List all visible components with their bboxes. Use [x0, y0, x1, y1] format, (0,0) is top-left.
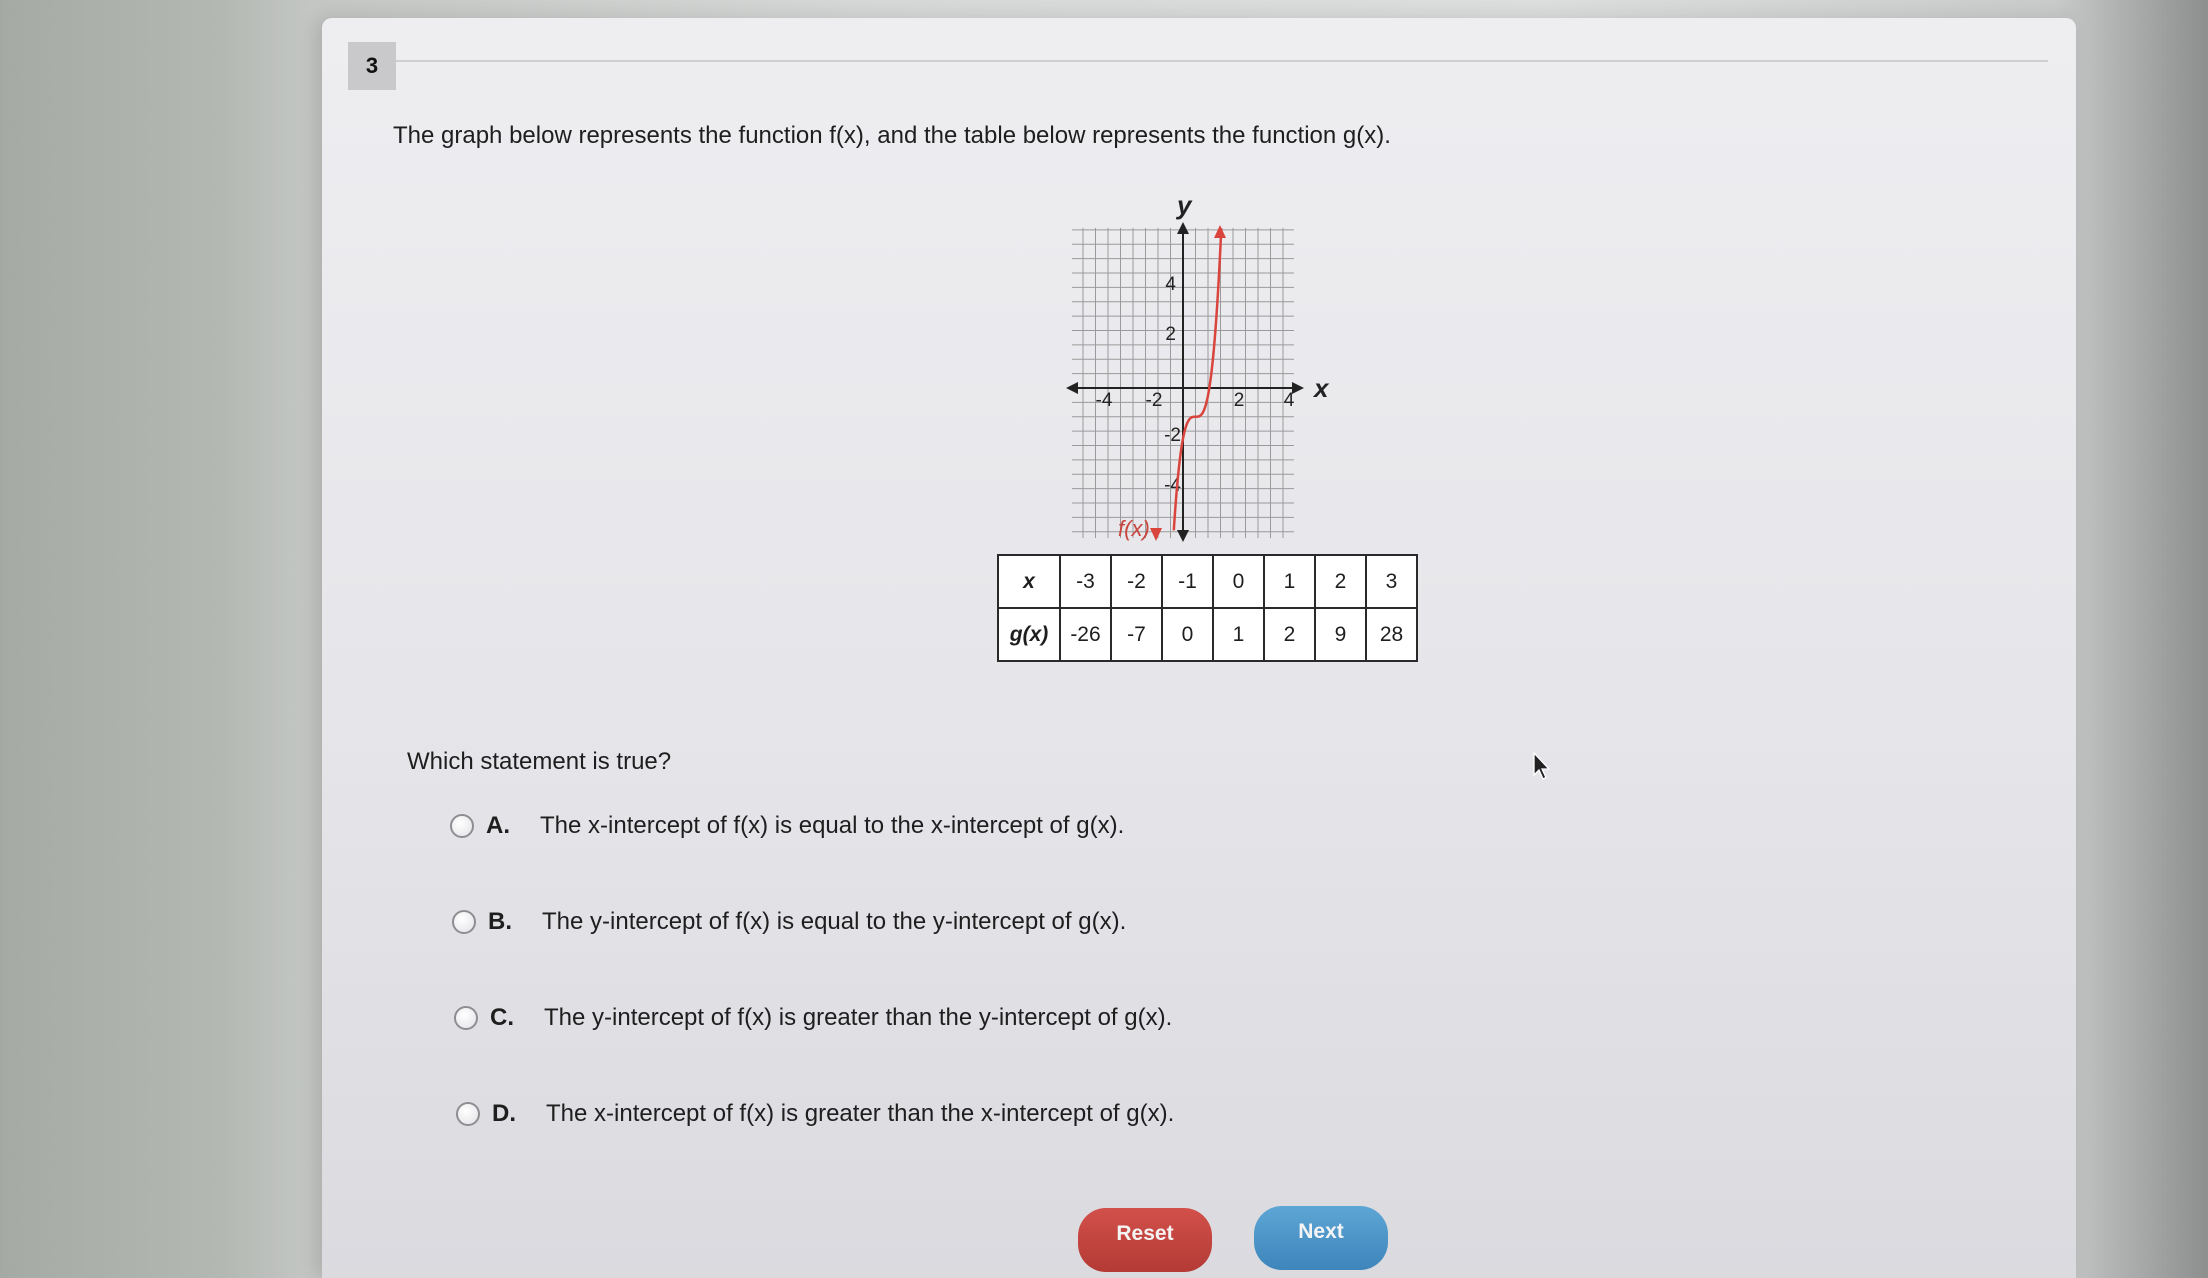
table-row-x [998, 555, 1417, 608]
y-axis-up-arrow-icon [1177, 222, 1189, 234]
f-curve-label: f(x) [1118, 516, 1150, 541]
y-axis-label: y [1177, 190, 1192, 220]
option-d[interactable] [456, 1100, 1174, 1128]
option-a[interactable] [450, 812, 1124, 840]
mouse-cursor-icon [1533, 752, 1553, 782]
y-tick-label: 4 [1165, 274, 1176, 295]
table-cell: 0 [1162, 608, 1213, 661]
table-cell: 2 [1264, 608, 1315, 661]
table-header-gx: g(x) [998, 608, 1060, 661]
option-text: The x-intercept of f(x) is greater than the x-intercept of g(x). [546, 1100, 1175, 1127]
radio-d[interactable] [456, 1102, 480, 1126]
x-axis-label: x [1314, 373, 1329, 403]
table-cell: 3 [1366, 555, 1417, 608]
option-letter: C. [490, 1004, 514, 1031]
table-cell: 1 [1213, 608, 1264, 661]
option-text: The y-intercept of f(x) is greater than the y-intercept of g(x). [544, 1004, 1173, 1031]
y-tick-label: -4 [1164, 475, 1181, 496]
table-cell: -2 [1111, 555, 1162, 608]
table-cell: -26 [1060, 608, 1111, 661]
option-text: The x-intercept of f(x) is equal to the x-intercept of g(x). [540, 812, 1125, 839]
radio-c[interactable] [454, 1006, 478, 1030]
y-tick-label: 2 [1165, 324, 1176, 345]
option-c[interactable] [454, 1004, 1172, 1032]
y-tick-label: -2 [1164, 425, 1181, 446]
table-cell: 28 [1366, 608, 1417, 661]
table-cell: 0 [1213, 555, 1264, 608]
x-tick-label: -4 [1095, 390, 1113, 411]
option-text: The y-intercept of f(x) is equal to the y-intercept of g(x). [542, 908, 1127, 935]
option-letter: D. [492, 1100, 516, 1127]
curve-bottom-arrow-icon [1150, 528, 1162, 541]
option-b[interactable] [452, 908, 1126, 936]
option-letter: B. [488, 908, 512, 935]
header-divider [396, 60, 2048, 62]
table-cell: 2 [1315, 555, 1366, 608]
which-statement: Which statement is true? [407, 748, 672, 775]
table-cell: -3 [1060, 555, 1111, 608]
radio-a[interactable] [450, 814, 474, 838]
function-graph [1052, 188, 1752, 558]
x-tick-label: 2 [1233, 390, 1245, 411]
curve-top-arrow-icon [1214, 225, 1226, 238]
table-cell: 9 [1315, 608, 1366, 661]
next-button[interactable]: Next [1254, 1206, 1388, 1270]
x-tick-label: 4 [1283, 390, 1295, 411]
table-row-gx [998, 608, 1417, 661]
gx-table [997, 554, 1418, 662]
question-prompt: The graph below represents the function f(x), and the table below represents the function g(x). [393, 122, 1391, 149]
y-axis-down-arrow-icon [1177, 530, 1189, 542]
table-cell: -1 [1162, 555, 1213, 608]
table-cell: 1 [1264, 555, 1315, 608]
option-letter: A. [486, 812, 510, 839]
radio-b[interactable] [452, 910, 476, 934]
x-axis-left-arrow-icon [1066, 382, 1078, 394]
table-cell: -7 [1111, 608, 1162, 661]
question-panel [322, 18, 2076, 1278]
reset-button[interactable]: Reset [1078, 1208, 1212, 1272]
question-number: 3 [348, 42, 396, 90]
table-header-x: x [998, 555, 1060, 608]
x-tick-label: -2 [1145, 390, 1163, 411]
